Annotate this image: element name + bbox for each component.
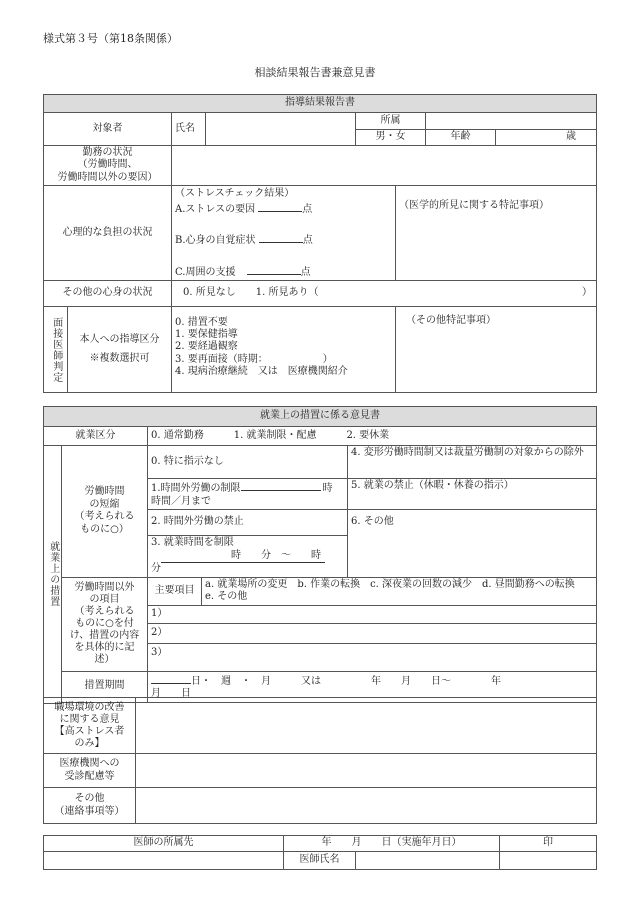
age-label: 年齢 bbox=[426, 130, 496, 146]
period-field[interactable]: 日・ 週 ・ 月 又は 年 月 日～ 年 月 日 bbox=[148, 671, 597, 702]
name-label: 氏名 bbox=[172, 113, 206, 146]
form-number: 様式第３号（第18条関係） bbox=[43, 32, 178, 45]
other-notes[interactable]: （その他特記事項） bbox=[396, 307, 597, 393]
other-field[interactable] bbox=[136, 788, 597, 824]
gender-select[interactable]: 男・女 bbox=[356, 130, 426, 146]
report-header: 指導結果報告書 bbox=[44, 95, 597, 113]
hours-option-4[interactable]: 4. 変形労働時間制又は裁量労働制の対象からの除外 bbox=[348, 446, 597, 479]
hours-option-6[interactable]: 6. その他 bbox=[348, 510, 597, 578]
hours-option-5[interactable]: 5. 就業の禁止（休暇・休養の指示） bbox=[348, 479, 597, 510]
env-field[interactable] bbox=[136, 698, 597, 754]
opinion-extra-table bbox=[43, 697, 597, 824]
guidance-options[interactable]: 0. 措置不要 1. 要保健指導 2. 要経過観察 3. 要再面接（時期： ） 4. 現病治療継続 又は 医療機関紹介 bbox=[172, 307, 396, 393]
affiliation-field[interactable] bbox=[426, 113, 597, 130]
measure-item-3[interactable]: 3） bbox=[148, 643, 597, 671]
measures-label: 就業上の措置 bbox=[44, 446, 62, 704]
main-items-label: 主要項目 bbox=[148, 577, 202, 605]
interview-verdict-label: 面接医師判定 bbox=[44, 307, 68, 393]
work-status-field[interactable] bbox=[172, 145, 597, 186]
hours-option-2[interactable]: 2. 時間外労働の禁止 bbox=[148, 510, 348, 536]
affiliation-label: 所属 bbox=[356, 113, 426, 130]
main-items-options[interactable]: a. 就業場所の変更 b. 作業の転換 c. 深夜業の回数の減少 d. 昼間勤務への転換 e. その他 bbox=[202, 577, 597, 605]
hours-option-3[interactable]: 3. 就業時間を制限 時 分 ～ 時 分 bbox=[148, 536, 348, 578]
name-field[interactable] bbox=[206, 113, 356, 146]
doctor-affiliation-label: 医師の所属先 bbox=[44, 836, 284, 852]
medical-label: 医療機関への 受診配慮等 bbox=[44, 754, 136, 788]
doctor-name-field[interactable] bbox=[356, 852, 500, 870]
hours-label: 労働時間 の短縮 （考えられる ものに○） bbox=[62, 446, 148, 578]
opinion-header: 就業上の措置に係る意見書 bbox=[44, 407, 597, 427]
other-condition-label: その他の心身の状況 bbox=[44, 281, 172, 307]
age-field[interactable] bbox=[496, 130, 597, 146]
stress-check-results: （ストレスチェック結果） A.ストレスの要因 点 B.心身の自覚症状 点 C.周囲の支援 点 bbox=[172, 186, 396, 281]
opinion-table bbox=[43, 406, 597, 704]
seal-label: 印 bbox=[500, 836, 597, 852]
hours-option-0[interactable]: 0. 特に指示なし bbox=[148, 446, 348, 479]
env-label: 職場環境の改善 に関する意見 【高ストレス者 のみ】 bbox=[44, 698, 136, 754]
report-table bbox=[43, 94, 597, 393]
age-unit: 歳 bbox=[566, 131, 576, 142]
period-label: 措置期間 bbox=[62, 671, 148, 702]
seal-field[interactable] bbox=[500, 852, 597, 870]
other-condition-options[interactable]: 0. 所見なし 1. 所見あり（ ） bbox=[172, 281, 597, 307]
footer-table bbox=[43, 835, 597, 870]
medical-findings[interactable]: （医学的所見に関する特記事項） bbox=[396, 186, 597, 281]
measure-item-1[interactable]: 1） bbox=[148, 605, 597, 623]
document-title: 相談結果報告書兼意見書 bbox=[254, 66, 376, 79]
other-items-label: 労働時間以外 の項目 （考えられる ものに○を付 け、措置の内容 を具体的に記 述） bbox=[62, 577, 148, 671]
psych-label: 心理的な負担の状況 bbox=[44, 186, 172, 281]
date-field[interactable]: 年 月 日（実施年月日） bbox=[284, 836, 500, 852]
doctor-name-label: 医師氏名 bbox=[284, 852, 356, 870]
subject-label: 対象者 bbox=[44, 113, 172, 146]
medical-field[interactable] bbox=[136, 754, 597, 788]
measure-item-2[interactable]: 2） bbox=[148, 623, 597, 643]
hours-option-1[interactable]: 1.時間外労働の制限 時 時間／月まで bbox=[148, 479, 348, 510]
work-class-options[interactable]: 0. 通常勤務 1. 就業制限・配慮 2. 要休業 bbox=[148, 427, 597, 446]
guidance-label: 本人への指導区分 ※複数選択可 bbox=[68, 307, 172, 393]
doctor-affiliation-field[interactable] bbox=[44, 852, 284, 870]
work-class-label: 就業区分 bbox=[44, 427, 148, 446]
other-label: その他 （連絡事項等） bbox=[44, 788, 136, 824]
work-status-label: 勤務の状況 （労働時間、 労働時間以外の要因） bbox=[44, 145, 172, 186]
